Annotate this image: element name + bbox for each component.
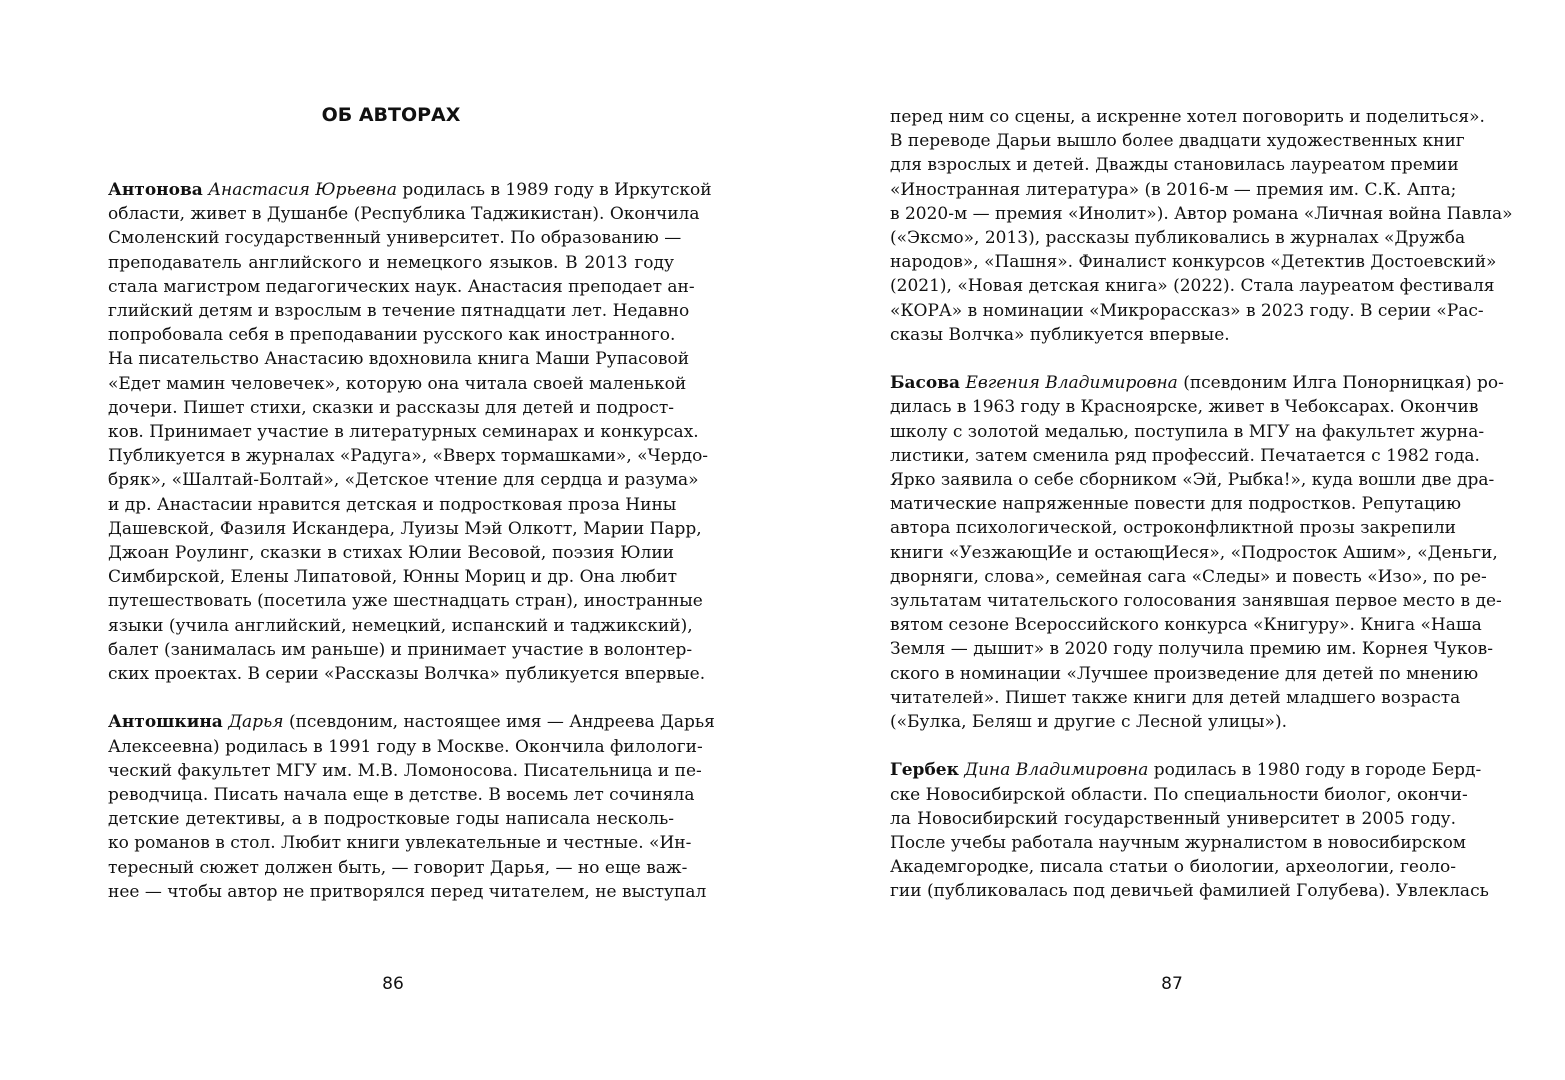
text-line-content: читателей». Пишет также книги для детей младшего возраста — [890, 687, 1461, 708]
text-line — [108, 299, 690, 323]
text-line-content: После учебы работала научным журналистом в новосибирском — [890, 833, 1467, 853]
text-line-content: Дашевской, Фазиля Искандера, Луизы Мэй Олкотт, Марии Парр, — [108, 518, 702, 539]
text-line — [108, 396, 674, 420]
text-line-content: преподаватель английского и немецкого языков. В 2013 году — [108, 252, 674, 273]
text-line-content: (псевдоним Илга Понорницкая) ро- — [1177, 373, 1504, 394]
text-line — [890, 783, 1468, 807]
text-line — [108, 638, 693, 662]
text-line — [890, 444, 1480, 468]
text-line-content: дилась в 1963 году в Красноярске, живет в Чебоксарах. Окончив — [890, 397, 1479, 418]
text-line — [108, 468, 699, 492]
text-line — [108, 807, 674, 831]
text-line-content: Алексеевна) родилась в 1991 году в Москве. Окончила филологи- — [108, 736, 703, 757]
text-line-content: ков. Принимает участие в литературных семинарах и конкурсах. — [108, 422, 699, 442]
text-line — [890, 202, 1513, 226]
page-number-right: 87 — [1161, 974, 1183, 994]
text-line-content: для взрослых и детей. Дважды становилась лауреатом премии — [890, 155, 1459, 176]
text-line — [890, 613, 1482, 637]
text-line-content: (псевдоним, настоящее имя — Андреева Дарья — [283, 712, 715, 733]
text-line — [890, 468, 1495, 492]
text-line-content: в 2020-м — премия «Инолит»). Автор романа «Личная война Павла» — [890, 203, 1513, 224]
text-line-content: путешествовать (посетила уже шестнадцать стран), иностранные — [108, 591, 703, 612]
text-line-content: ческий факультет МГУ им. М.В. Ломоносова. Писательница и пе- — [108, 760, 702, 781]
author-surname: Антошкина — [108, 712, 223, 733]
text-line — [108, 251, 674, 275]
text-line — [108, 589, 703, 613]
text-line — [108, 493, 677, 517]
text-line-content: ко романов в стол. Любит книги увлекательные и честные. «Ин- — [108, 833, 692, 854]
text-line-content: области, живет в Душанбе (Республика Таджикистан). Окончила — [108, 204, 700, 225]
text-line-content: детские детективы, а в подростковые годы написала несколь- — [108, 809, 674, 830]
text-line — [890, 516, 1456, 540]
text-line — [890, 371, 1504, 395]
text-line-content: попробовала себя в преподавании русского как иностранного. — [108, 325, 676, 346]
text-line-content: Смоленский государственный университет. По образованию — — [108, 228, 682, 249]
text-line — [108, 323, 674, 347]
text-line-content: матические напряженные повести для подростков. Репутацию — [890, 494, 1462, 515]
text-line-content: (2021), «Новая детская книга» (2022). Стала лауреатом фестиваля — [890, 276, 1495, 297]
text-line — [890, 129, 1465, 153]
text-line-content: вятом сезоне Всероссийского конкурса «Книгуру». Книга «Наша — [890, 615, 1482, 636]
author-given-names: Дарья — [228, 712, 284, 733]
text-line — [890, 758, 1482, 782]
text-line-content: школу с золотой медалью, поступила в МГУ на факультет журна- — [890, 421, 1485, 442]
text-line-content: зультатам читательского голосования занявшая первое место в де- — [890, 591, 1502, 611]
text-line-content: дворняги, слова», семейная сага «Следы» и повесть «Изо», по ре- — [890, 566, 1487, 587]
text-line — [890, 105, 1485, 129]
author-surname: Антонова — [108, 180, 203, 200]
text-line-content: дочери. Пишет стихи, сказки и рассказы для детей и подрост- — [108, 397, 674, 418]
text-line — [890, 274, 1495, 298]
text-line — [890, 710, 1456, 734]
text-line — [890, 250, 1497, 274]
text-line — [890, 686, 1461, 710]
text-line-content: ла Новосибирский государственный университет в 2005 году. — [890, 808, 1456, 829]
text-line — [890, 637, 1493, 661]
text-line-content: языки (учила английский, немецкий, испанский и таджикский), — [108, 615, 693, 636]
text-line-content: «Иностранная литература» (в 2016-м — премия им. С.К. Апта; — [890, 179, 1457, 200]
text-line — [108, 759, 702, 783]
text-line — [890, 565, 1487, 589]
text-line — [108, 856, 688, 880]
text-line — [890, 395, 1479, 419]
text-line — [890, 420, 1485, 444]
text-line-content: книги «УезжающИе и остающИеся», «Подросток Ашим», «Деньги, — [890, 542, 1498, 563]
text-line — [890, 855, 1456, 879]
text-line-content: родилась в 1980 году в городе Берд- — [1148, 760, 1482, 781]
text-line-content: гии (публиковалась под девичьей фамилией Голубева). Увлеклась — [890, 881, 1489, 902]
author-surname: Гербек — [890, 760, 959, 781]
text-line-content: балет (занималась им раньше) и принимает участие в волонтер- — [108, 639, 693, 660]
page-title: ОБ АВТОРАХ — [321, 104, 461, 126]
text-line — [108, 710, 715, 734]
author-given-names: Анастасия Юрьевна — [208, 180, 398, 200]
text-line — [890, 589, 1502, 613]
text-line — [890, 299, 1484, 323]
text-line-content: автора психологической, остроконфликтной прозы закрепили — [890, 518, 1456, 539]
text-line — [890, 541, 1498, 565]
text-line-content: («Эксмо», 2013), рассказы публиковались в журналах «Дружба — [890, 228, 1466, 248]
text-line-content: народов», «Пашня». Финалист конкурсов «Детектив Достоевский» — [890, 252, 1497, 273]
text-line-content: ских проектах. В серии «Рассказы Волчка» публикуется впервые. — [108, 664, 706, 684]
text-line — [890, 662, 1479, 686]
text-line — [108, 735, 703, 759]
text-line — [108, 517, 702, 541]
text-line — [890, 492, 1462, 516]
text-line-content: На писательство Анастасию вдохновила книга Маши Рупасовой — [108, 349, 690, 370]
text-line — [890, 879, 1489, 903]
text-line-content: нее — чтобы автор не притворялся перед читателем, не выступал — [108, 881, 707, 902]
text-line-content: ске Новосибирской области. По специальности биолог, окончи- — [890, 784, 1468, 805]
text-line — [890, 323, 1456, 347]
text-line-content: сказы Волчка» публикуется впервые. — [890, 324, 1230, 345]
text-line-content: перед ним со сцены, а искренне хотел поговорить и поделиться». — [890, 107, 1485, 127]
text-line-content: ского в номинации «Лучшее произведение для детей по мнению — [890, 663, 1479, 684]
text-line — [108, 783, 695, 807]
page-number-left: 86 — [382, 974, 404, 994]
text-line — [108, 831, 692, 855]
text-line — [108, 541, 674, 565]
text-line-content: В переводе Дарьи вышло более двадцати художественных книг — [890, 131, 1465, 152]
text-line — [890, 178, 1456, 202]
text-line-content: Ярко заявила о себе сборником «Эй, Рыбка!», куда вошли две дра- — [890, 470, 1495, 490]
text-line-content: «КОРА» в номинации «Микрорассказ» в 2023 году. В серии «Рас- — [890, 300, 1484, 321]
text-line — [890, 226, 1466, 250]
text-line-content: тересный сюжет должен быть, — говорит Дарья, — но еще важ- — [108, 857, 688, 878]
text-line — [890, 807, 1456, 831]
text-line-content: родилась в 1989 году в Иркутской — [397, 180, 712, 200]
author-surname: Басова — [890, 373, 961, 394]
text-line — [890, 153, 1459, 177]
text-line — [108, 275, 695, 299]
author-given-names: Дина Владимировна — [964, 760, 1149, 781]
text-line — [108, 347, 690, 371]
text-line-content: Джоан Роулинг, сказки в стихах Юлии Весовой, поэзия Юлии — [108, 543, 674, 563]
text-line — [108, 226, 682, 250]
text-line-content: реводчица. Писать начала еще в детстве. В восемь лет сочиняла — [108, 785, 695, 805]
text-line — [108, 614, 693, 638]
text-line-content: и др. Анастасии нравится детская и подростковая проза Нины — [108, 494, 677, 515]
text-line — [108, 565, 677, 589]
text-line — [108, 202, 700, 226]
text-line-content: Академгородке, писала статьи о биологии, археологии, геоло- — [890, 857, 1456, 878]
text-line-content: Симбирской, Елены Липатовой, Юнны Мориц и др. Она любит — [108, 567, 677, 588]
text-line — [108, 420, 699, 444]
text-line — [108, 372, 687, 396]
text-line-content: бряк», «Шалтай-Болтай», «Детское чтение для сердца и разума» — [108, 470, 699, 491]
text-line — [108, 880, 707, 904]
text-line-content: глийский детям и взрослым в течение пятнадцати лет. Недавно — [108, 301, 690, 321]
text-line-content: Публикуется в журналах «Радуга», «Вверх тормашками», «Чердо- — [108, 446, 709, 467]
text-line-content: листики, затем сменила ряд профессий. Печатается с 1982 года. — [890, 445, 1480, 466]
text-line — [890, 831, 1467, 855]
text-line-content: стала магистром педагогических наук. Анастасия преподает ан- — [108, 276, 695, 297]
text-line-content: «Едет мамин человечек», которую она читала своей маленькой — [108, 373, 687, 394]
text-line — [108, 178, 712, 202]
author-given-names: Евгения Владимировна — [965, 373, 1178, 394]
text-line — [108, 444, 709, 468]
text-line-content: («Булка, Беляш и другие с Лесной улицы»). — [890, 712, 1287, 732]
text-line — [108, 662, 706, 686]
text-line-content: Земля — дышит» в 2020 году получила премию им. Корнея Чуков- — [890, 639, 1493, 660]
